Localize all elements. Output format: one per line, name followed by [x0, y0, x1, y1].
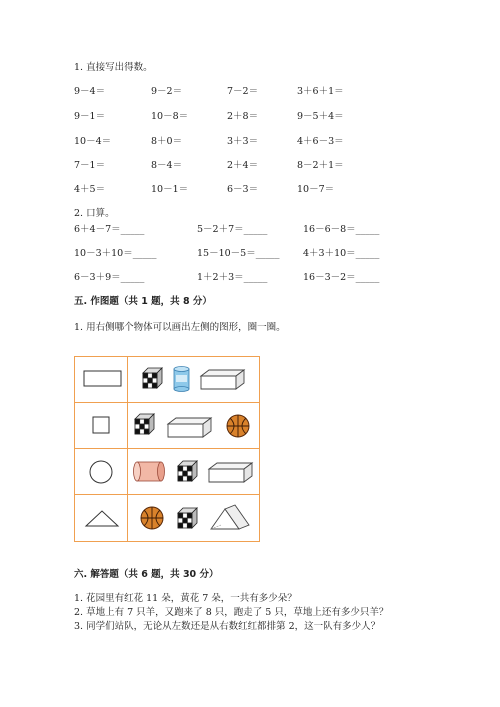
- mental-math-item: 15－10－5＝_____: [197, 248, 280, 259]
- table-row-divider: [75, 494, 259, 495]
- section1-title: 1. 直接写出得数。: [74, 62, 153, 73]
- table-row-divider: [75, 402, 259, 403]
- mental-math-item: 4＋3＋10＝_____: [303, 248, 380, 259]
- arith-item: 2＋4＝: [227, 160, 259, 171]
- arith-item: 4＋5＝: [74, 184, 106, 195]
- arith-item: 9－4＝: [74, 86, 106, 97]
- cuboid-icon[interactable]: [166, 416, 216, 440]
- arith-item: 9－2＝: [151, 86, 183, 97]
- arith-item: 2＋8＝: [227, 111, 259, 122]
- arith-item: 9－5＋4＝: [297, 111, 344, 122]
- arith-item: 8－2＋1＝: [297, 160, 344, 171]
- mental-math-item: 6－3＋9＝_____: [74, 272, 145, 283]
- word-problem: 1. 花园里有红花 11 朵，黄花 7 朵，一共有多少朵？: [74, 593, 297, 604]
- pink-cylinder-icon[interactable]: [132, 460, 166, 484]
- mental-math-item: 1＋2＋3＝_____: [197, 272, 268, 283]
- section5-question: 1. 用右侧哪个物体可以画出左侧的图形，圈一圈。: [74, 322, 286, 333]
- arith-item: 3＋6＋1＝: [297, 86, 344, 97]
- arith-item: 7－1＝: [74, 160, 106, 171]
- arith-item: 10－7＝: [297, 184, 335, 195]
- blue-cylinder-icon[interactable]: [171, 365, 193, 393]
- section2-title: 2. 口算。: [74, 208, 115, 219]
- checkered-cube-icon[interactable]: [141, 367, 165, 391]
- checkered-cube-icon[interactable]: [176, 507, 200, 531]
- cuboid-icon[interactable]: [199, 368, 249, 392]
- triangle-shape: [83, 507, 121, 529]
- arith-item: 10－1＝: [151, 184, 189, 195]
- circle-shape: [88, 459, 114, 485]
- word-problem: 2. 草地上有 7 只羊，又跑来了 8 只，跑走了 5 只，草地上还有多少只羊？: [74, 607, 389, 618]
- word-problem: 3. 同学们站队，无论从左数还是从右数红红都排第 2，这一队有多少人？: [74, 621, 381, 632]
- table-column-divider: [127, 357, 128, 541]
- arith-item: 4＋6－3＝: [297, 136, 344, 147]
- arith-item: 10－8＝: [151, 111, 189, 122]
- section6-heading: 六. 解答题（共 6 题，共 30 分）: [74, 569, 219, 580]
- checkered-cube-icon[interactable]: [133, 413, 157, 437]
- basketball-icon[interactable]: [139, 505, 165, 531]
- mental-math-item: 16－6－8＝_____: [303, 224, 380, 235]
- arith-item: 7－2＝: [227, 86, 259, 97]
- table-row-divider: [75, 448, 259, 449]
- checkered-cube-icon[interactable]: [176, 460, 200, 484]
- arith-item: 3＋3＝: [227, 136, 259, 147]
- shape-matching-table: [74, 356, 260, 542]
- arith-item: 8－4＝: [151, 160, 183, 171]
- basketball-icon[interactable]: [225, 413, 251, 439]
- triangular-prism-icon[interactable]: [208, 503, 252, 533]
- arith-item: 9－1＝: [74, 111, 106, 122]
- mental-math-item: 6＋4－7＝_____: [74, 224, 145, 235]
- rectangle-shape: [83, 369, 123, 389]
- arith-item: 8＋0＝: [151, 136, 183, 147]
- square-shape: [91, 415, 113, 437]
- arith-item: 10－4＝: [74, 136, 112, 147]
- cuboid-icon[interactable]: [207, 461, 257, 485]
- mental-math-item: 5－2＋7＝_____: [197, 224, 268, 235]
- mental-math-item: 10－3＋10＝_____: [74, 248, 157, 259]
- section5-heading: 五. 作图题（共 1 题，共 8 分）: [74, 296, 212, 307]
- mental-math-item: 16－3－2＝_____: [303, 272, 380, 283]
- arith-item: 6－3＝: [227, 184, 259, 195]
